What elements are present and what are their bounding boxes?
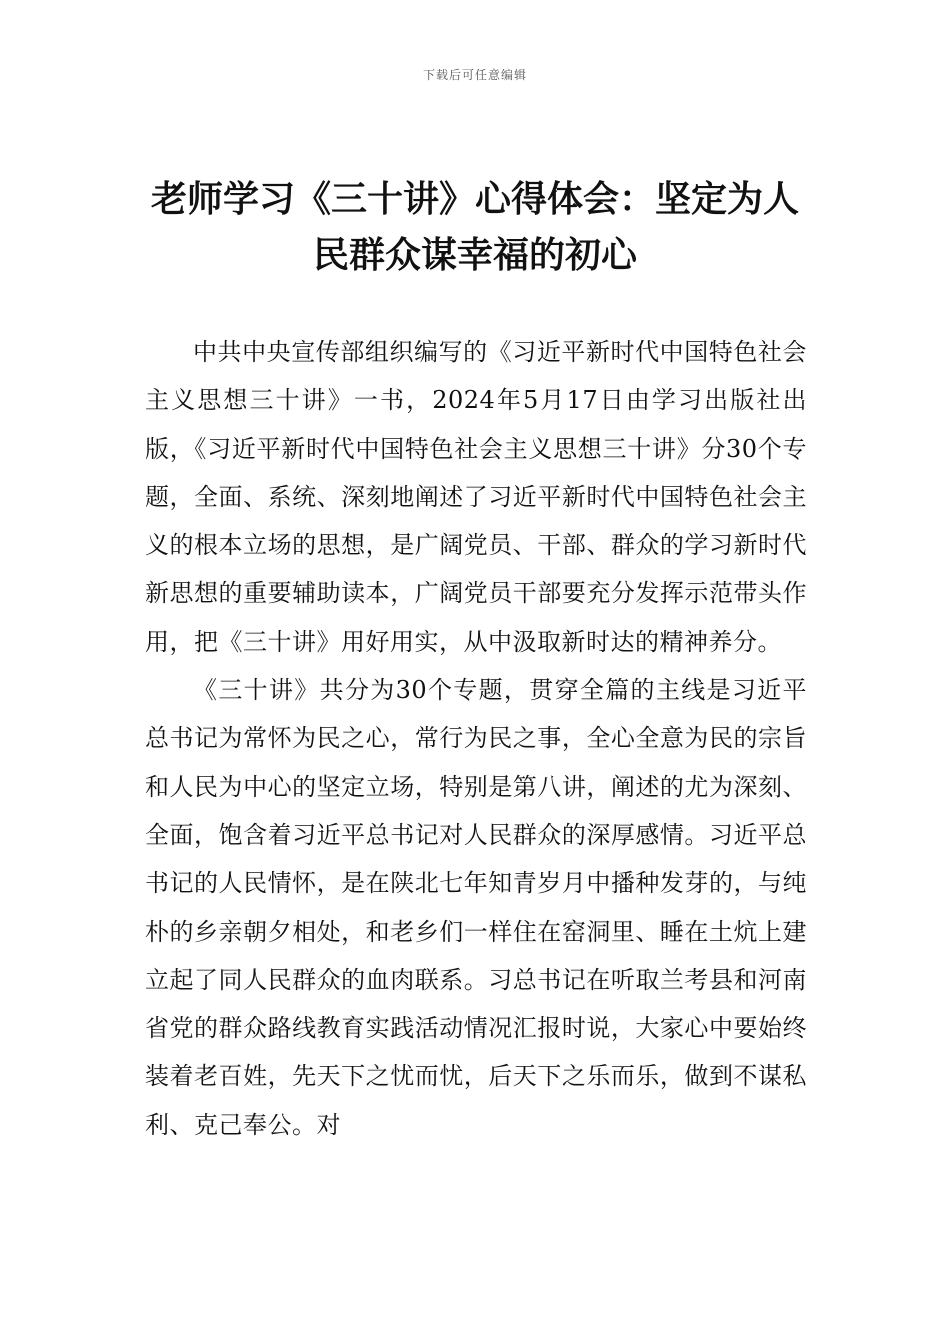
body-paragraph-1: 中共中央宣传部组织编写的《习近平新时代中国特色社会主义思想三十讲》一书，2024年5月17日由学习出版社出版，《习近平新时代中国特色社会主义思想三十讲》分30个专题，全面、系统、深刻地阐述了习近平新时代中国特色社会主义的根本立场的思想，是广阔党员、干部、群众的学习新时代新思想的重要辅助读本，广阔党员干部要充分发挥示范带头作用，把《三十讲》用好用实，从中汲取新时达的精神养分。 — [145, 338, 807, 656]
body-paragraph-2: 《三十讲》共分为30个专题，贯穿全篇的主线是习近平总书记为常怀为民之心，常行为民之事，全心全意为民的宗旨和人民为中心的坚定立场，特别是第八讲，阐述的尤为深刻、全面，饱含着习近平总书记对人民群众的深厚感情。习近平总书记的人民情怀，是在陕北七年知青岁月中播种发芽的，与纯朴的乡亲朝夕相处，和老乡们一样住在窑洞里、睡在土炕上建立起了同人民群众的血肉联系。习总书记在听取兰考县和河南省党的群众路线教育实践活动情况汇报时说，大家心中要始终装着老百姓，先天下之忧而忧，后天下之乐而乐，做到不谋私利、克己奉公。对 — [145, 676, 807, 1139]
header-note: 下载后可任意编辑 — [422, 68, 527, 82]
document-body — [145, 328, 807, 1149]
document-title: 老师学习《三十讲》心得体会：坚定为人民群众谋幸福的初心 — [150, 179, 799, 276]
